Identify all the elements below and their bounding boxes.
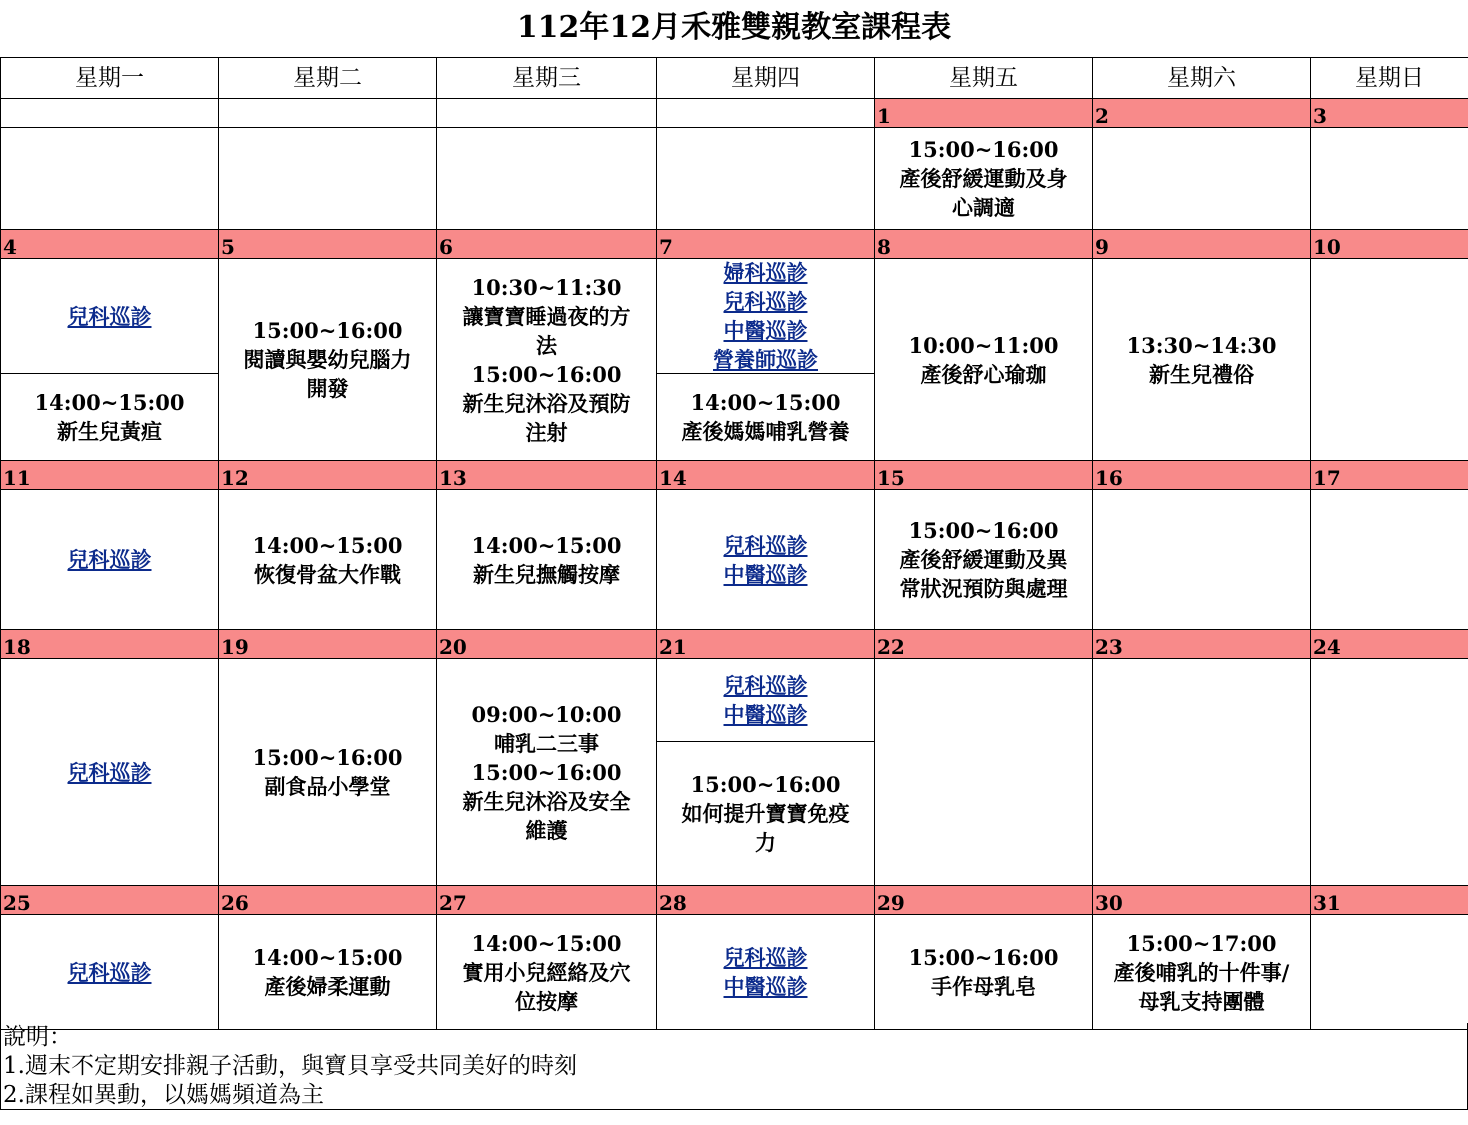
day-cell bbox=[1093, 259, 1311, 461]
clinic-link[interactable]: 兒科巡診 bbox=[67, 759, 152, 785]
clinic-link[interactable]: 營養師巡診 bbox=[713, 347, 818, 372]
content-row bbox=[1, 128, 1468, 230]
clinic-link[interactable]: 兒科巡診 bbox=[67, 547, 152, 572]
date-number: 5 bbox=[219, 230, 437, 259]
day-cell bbox=[1, 128, 219, 230]
day-cell bbox=[1, 915, 219, 1030]
course-text: 15:00~16:00 bbox=[252, 745, 403, 770]
day-cell bbox=[219, 259, 437, 461]
date-number: 8 bbox=[875, 230, 1093, 259]
course-text: 10:30~11:30 bbox=[471, 274, 622, 300]
course-text: 注射 bbox=[525, 419, 568, 445]
day-cell bbox=[437, 915, 657, 1030]
date-number: 21 bbox=[657, 630, 875, 659]
day-cell bbox=[875, 259, 1093, 461]
course-text: 15:00~16:00 bbox=[908, 137, 1059, 162]
clinic-link[interactable]: 中醫巡診 bbox=[723, 702, 808, 727]
date-number: 15 bbox=[875, 461, 1093, 490]
date-number: 16 bbox=[1093, 461, 1311, 490]
day-cell bbox=[1311, 128, 1468, 230]
content-row bbox=[1, 659, 1468, 886]
date-number: 30 bbox=[1093, 886, 1311, 915]
weekday-header-row bbox=[1, 58, 1468, 99]
course-text: 閱讀與嬰幼兒腦力 bbox=[243, 347, 412, 372]
day-cell bbox=[219, 128, 437, 230]
weekday-header: 星期二 bbox=[219, 58, 437, 99]
course-text: 15:00~17:00 bbox=[1126, 930, 1277, 956]
day-cell bbox=[657, 128, 875, 230]
date-number: 23 bbox=[1093, 630, 1311, 659]
date-number: 7 bbox=[657, 230, 875, 259]
course-text: 產後哺乳的十件事/ bbox=[1113, 959, 1290, 985]
course-text: 開發 bbox=[306, 376, 349, 401]
course-text: 法 bbox=[536, 332, 557, 358]
date-number: 9 bbox=[1093, 230, 1311, 259]
course-text: 新生兒撫觸按摩 bbox=[473, 561, 620, 587]
day-cell bbox=[1093, 490, 1311, 630]
course-text: 15:00~16:00 bbox=[908, 945, 1059, 970]
day-cell bbox=[219, 490, 437, 630]
course-text: 產後媽媽哺乳營養 bbox=[681, 419, 850, 444]
day-cell bbox=[437, 490, 657, 630]
clinic-link[interactable]: 兒科巡診 bbox=[67, 959, 152, 985]
course-text: 產後舒緩運動及異 bbox=[899, 547, 1068, 572]
date-number: 14 bbox=[657, 461, 875, 490]
page-title: 112年12月禾雅雙親教室課程表 bbox=[516, 10, 952, 45]
date-row bbox=[1, 230, 1468, 259]
course-text: 力 bbox=[755, 830, 776, 855]
day-cell bbox=[1093, 659, 1311, 886]
note-item: 1.週末不定期安排親子活動，與寶貝享受共同美好的時刻 bbox=[3, 1053, 577, 1079]
course-text: 09:00~10:00 bbox=[471, 701, 622, 727]
course-text: 15:00~16:00 bbox=[252, 318, 403, 343]
date-number: 20 bbox=[437, 630, 657, 659]
date-number: 19 bbox=[219, 630, 437, 659]
day-cell bbox=[1, 659, 219, 886]
date-number: 22 bbox=[875, 630, 1093, 659]
course-text: 母乳支持團體 bbox=[1138, 988, 1265, 1014]
date-number: 4 bbox=[1, 230, 219, 259]
date-row bbox=[1, 886, 1468, 915]
day-cell bbox=[1311, 659, 1468, 886]
notes-box bbox=[0, 1023, 1468, 1110]
course-text: 維護 bbox=[525, 817, 568, 843]
day-cell bbox=[1311, 915, 1468, 1030]
date-number: 2 bbox=[1093, 99, 1311, 128]
course-text: 常狀況預防與處理 bbox=[899, 576, 1068, 601]
day-cell bbox=[1311, 259, 1468, 461]
day-cell bbox=[875, 659, 1093, 886]
date-number: 11 bbox=[1, 461, 219, 490]
clinic-link[interactable]: 中醫巡診 bbox=[723, 318, 808, 343]
course-text: 產後舒心瑜珈 bbox=[920, 361, 1047, 387]
course-text: 14:00~15:00 bbox=[34, 390, 185, 415]
weekday-header: 星期三 bbox=[437, 58, 657, 99]
weekday-header: 星期四 bbox=[657, 58, 875, 99]
clinic-link[interactable]: 婦科巡診 bbox=[723, 260, 808, 285]
day-cell bbox=[657, 659, 875, 886]
course-text: 位按摩 bbox=[515, 988, 578, 1014]
date-number: 24 bbox=[1311, 630, 1468, 659]
course-text: 15:00~16:00 bbox=[471, 361, 622, 387]
day-cell bbox=[1, 259, 219, 461]
day-cell bbox=[219, 915, 437, 1030]
day-cell bbox=[875, 915, 1093, 1030]
date-row bbox=[1, 461, 1468, 490]
date-number: 3 bbox=[1311, 99, 1468, 128]
day-cell bbox=[657, 259, 875, 461]
date-number: 27 bbox=[437, 886, 657, 915]
date-number: 10 bbox=[1311, 230, 1468, 259]
course-text: 副食品小學堂 bbox=[264, 774, 391, 799]
clinic-link[interactable]: 中醫巡診 bbox=[723, 974, 808, 999]
course-text: 14:00~15:00 bbox=[471, 930, 622, 956]
date-number: 25 bbox=[1, 886, 219, 915]
weekday-header: 星期五 bbox=[875, 58, 1093, 99]
content-row bbox=[1, 259, 1468, 461]
date-number bbox=[1, 99, 219, 128]
date-number: 13 bbox=[437, 461, 657, 490]
day-cell bbox=[1311, 490, 1468, 630]
date-row bbox=[1, 630, 1468, 659]
course-text: 實用小兒經絡及穴 bbox=[462, 959, 631, 985]
course-text: 新生兒禮俗 bbox=[1149, 361, 1254, 387]
day-cell bbox=[875, 128, 1093, 230]
day-cell bbox=[657, 490, 875, 630]
course-text: 心調適 bbox=[952, 195, 1015, 220]
course-text: 讓寶寶睡過夜的方 bbox=[462, 303, 631, 329]
clinic-link[interactable]: 兒科巡診 bbox=[723, 532, 808, 558]
course-text: 新生兒沐浴及安全 bbox=[462, 788, 631, 814]
date-number bbox=[219, 99, 437, 128]
date-number bbox=[437, 99, 657, 128]
course-text: 14:00~15:00 bbox=[252, 532, 403, 558]
course-text: 15:00~16:00 bbox=[908, 518, 1059, 543]
course-text: 產後婦柔運動 bbox=[264, 974, 391, 999]
clinic-link[interactable]: 兒科巡診 bbox=[723, 945, 808, 970]
course-text: 哺乳二三事 bbox=[494, 730, 599, 756]
day-cell bbox=[437, 659, 657, 886]
course-text: 14:00~15:00 bbox=[471, 532, 622, 558]
weekday-header: 星期日 bbox=[1311, 58, 1468, 99]
day-cell bbox=[1, 490, 219, 630]
course-text: 10:00~11:00 bbox=[908, 332, 1059, 358]
day-cell bbox=[875, 490, 1093, 630]
course-text: 14:00~15:00 bbox=[690, 390, 841, 415]
day-cell bbox=[1093, 915, 1311, 1030]
course-text: 15:00~16:00 bbox=[471, 759, 622, 785]
day-cell bbox=[657, 915, 875, 1030]
course-text: 新生兒黃疸 bbox=[57, 419, 162, 444]
day-cell bbox=[437, 259, 657, 461]
date-number: 1 bbox=[875, 99, 1093, 128]
date-number: 12 bbox=[219, 461, 437, 490]
date-number: 29 bbox=[875, 886, 1093, 915]
content-row bbox=[1, 490, 1468, 630]
clinic-link[interactable]: 兒科巡診 bbox=[723, 673, 808, 698]
date-number: 31 bbox=[1311, 886, 1468, 915]
course-text: 手作母乳皂 bbox=[931, 974, 1036, 999]
clinic-link[interactable]: 中醫巡診 bbox=[723, 561, 808, 587]
date-number: 6 bbox=[437, 230, 657, 259]
day-cell bbox=[1093, 128, 1311, 230]
clinic-link[interactable]: 兒科巡診 bbox=[723, 289, 808, 314]
course-text: 恢復骨盆大作戰 bbox=[254, 561, 401, 587]
date-number: 17 bbox=[1311, 461, 1468, 490]
content-row bbox=[1, 915, 1468, 1030]
day-cell bbox=[219, 659, 437, 886]
course-text: 產後舒緩運動及身 bbox=[899, 166, 1068, 191]
clinic-link[interactable]: 兒科巡診 bbox=[67, 303, 152, 329]
date-row bbox=[1, 99, 1468, 128]
notes-heading: 說明： bbox=[3, 1024, 72, 1050]
weekday-header: 星期一 bbox=[1, 58, 219, 99]
calendar-table bbox=[0, 57, 1468, 1030]
date-number: 28 bbox=[657, 886, 875, 915]
day-cell bbox=[437, 128, 657, 230]
date-number: 18 bbox=[1, 630, 219, 659]
course-text: 14:00~15:00 bbox=[252, 945, 403, 970]
date-number bbox=[657, 99, 875, 128]
course-text: 13:30~14:30 bbox=[1126, 332, 1277, 358]
course-text: 新生兒沐浴及預防 bbox=[462, 390, 631, 416]
date-number: 26 bbox=[219, 886, 437, 915]
course-text: 15:00~16:00 bbox=[690, 772, 841, 797]
course-text: 如何提升寶寶免疫 bbox=[681, 801, 850, 826]
note-item: 2.課程如異動，以媽媽頻道為主 bbox=[3, 1082, 324, 1108]
weekday-header: 星期六 bbox=[1093, 58, 1311, 99]
